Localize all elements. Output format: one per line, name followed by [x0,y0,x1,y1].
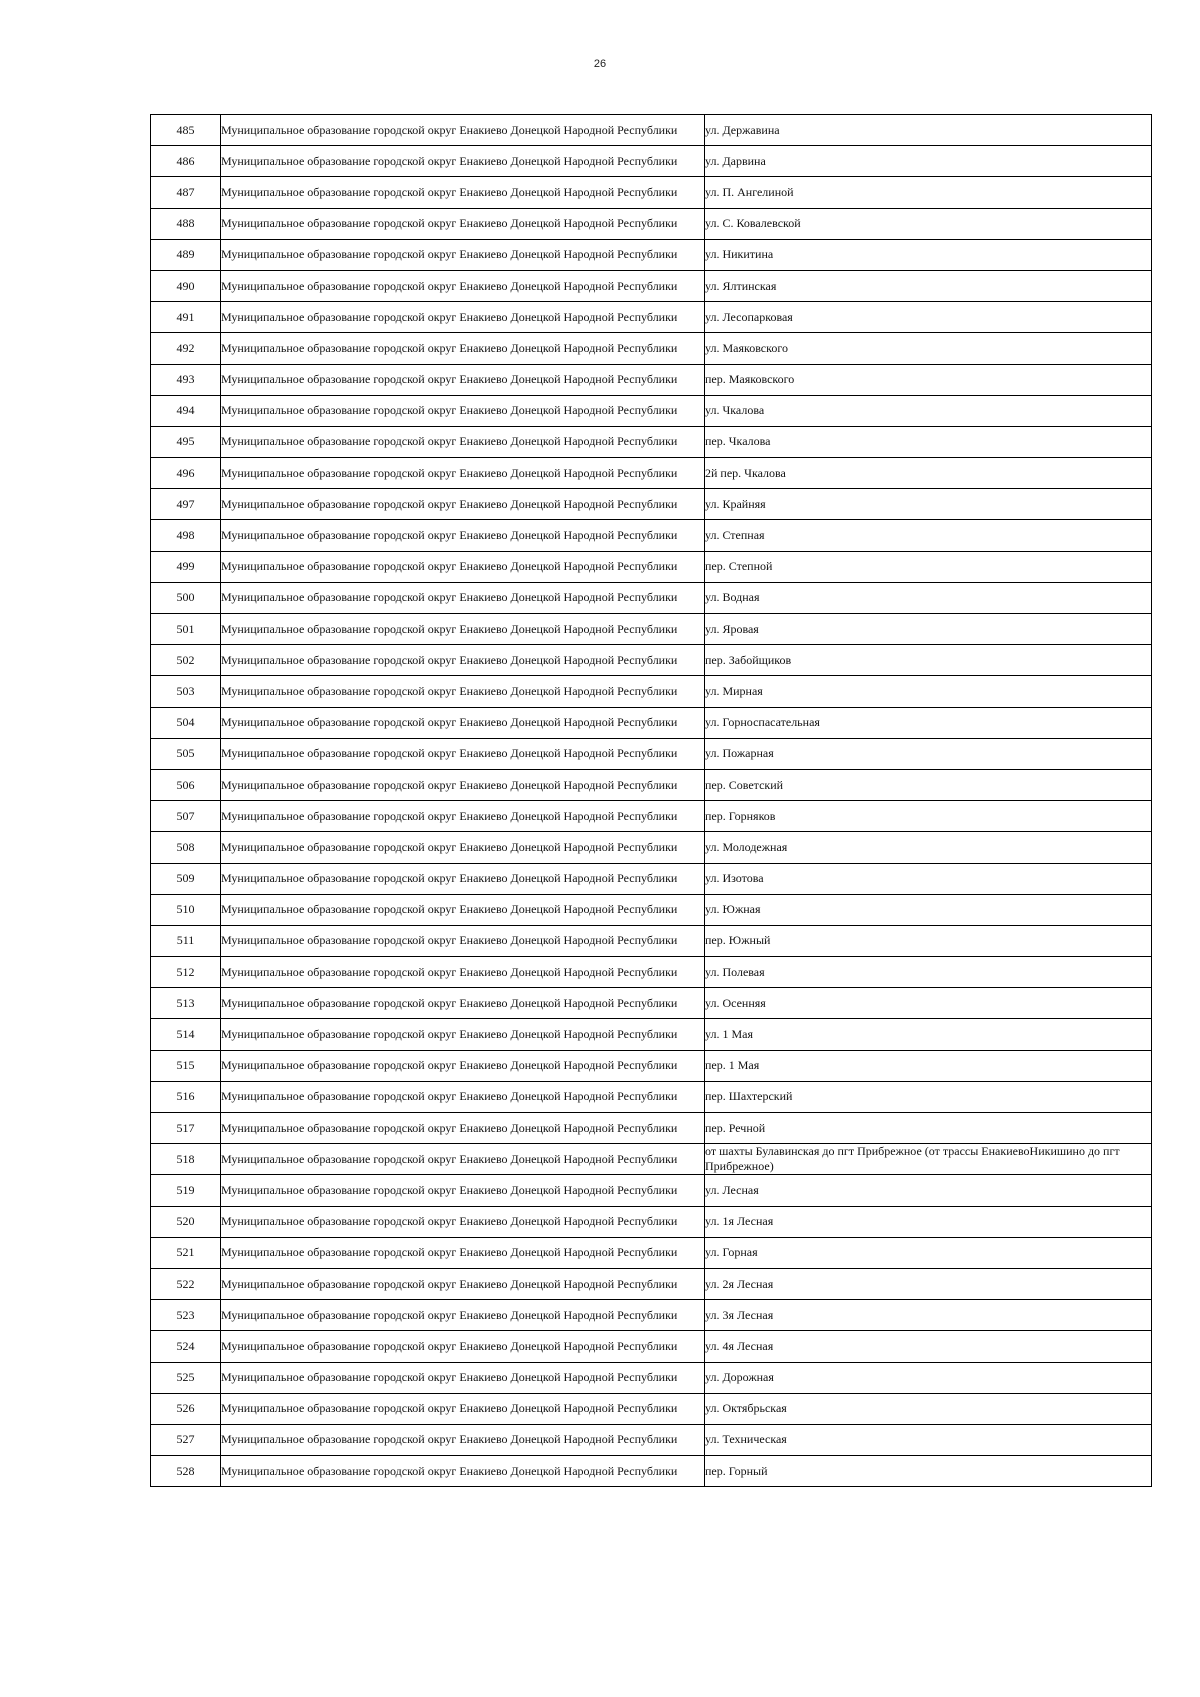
municipality-cell: Муниципальное образование городской округ Енакиево Донецкой Народной Республики [221,925,705,956]
table-row [151,582,1152,613]
table-row [151,957,1152,988]
municipality-cell: Муниципальное образование городской округ Енакиево Донецкой Народной Республики [221,1456,705,1487]
municipality-cell: Муниципальное образование городской округ Енакиево Донецкой Народной Республики [221,489,705,520]
municipality-cell: Муниципальное образование городской округ Енакиево Донецкой Народной Республики [221,1175,705,1206]
municipality-cell: Муниципальное образование городской округ Енакиево Донецкой Народной Республики [221,832,705,863]
street-cell: ул. Лесопарковая [705,302,1152,333]
municipality-cell: Муниципальное образование городской округ Енакиево Донецкой Народной Республики [221,1050,705,1081]
row-number-cell: 506 [151,769,221,800]
row-number-cell: 507 [151,801,221,832]
street-cell: ул. Горная [705,1237,1152,1268]
table-row [151,1175,1152,1206]
row-number-cell: 489 [151,239,221,270]
table-row [151,1144,1152,1175]
municipality-cell: Муниципальное образование городской округ Енакиево Донецкой Народной Республики [221,1331,705,1362]
street-cell: пер. Шахтерский [705,1081,1152,1112]
street-cell: пер. 1 Мая [705,1050,1152,1081]
municipality-cell: Муниципальное образование городской округ Енакиево Донецкой Народной Республики [221,1362,705,1393]
street-cell: ул. Осенняя [705,988,1152,1019]
municipality-cell: Муниципальное образование городской округ Енакиево Донецкой Народной Республики [221,676,705,707]
street-cell: пер. Чкалова [705,426,1152,457]
municipality-cell: Муниципальное образование городской округ Енакиево Донецкой Народной Республики [221,1113,705,1144]
table-row [151,925,1152,956]
street-cell: ул. Октябрьская [705,1393,1152,1424]
table-row [151,551,1152,582]
table-row [151,801,1152,832]
table-row [151,738,1152,769]
row-number-cell: 492 [151,333,221,364]
row-number-cell: 526 [151,1393,221,1424]
row-number-cell: 519 [151,1175,221,1206]
street-cell: ул. Полевая [705,957,1152,988]
table-row [151,1081,1152,1112]
table-row [151,1050,1152,1081]
table-row [151,676,1152,707]
municipality-cell: Муниципальное образование городской округ Енакиево Донецкой Народной Республики [221,1019,705,1050]
street-cell: ул. Техническая [705,1424,1152,1455]
row-number-cell: 509 [151,863,221,894]
street-cell: ул. 4я Лесная [705,1331,1152,1362]
table-row [151,1456,1152,1487]
municipality-cell: Муниципальное образование городской округ Енакиево Донецкой Народной Республики [221,426,705,457]
street-cell: пер. Горняков [705,801,1152,832]
street-cell: пер. Забойщиков [705,645,1152,676]
table-row [151,1019,1152,1050]
table-row [151,769,1152,800]
street-cell: пер. Маяковского [705,364,1152,395]
table-row [151,1268,1152,1299]
municipality-cell: Муниципальное образование городской округ Енакиево Донецкой Народной Республики [221,707,705,738]
street-cell: ул. Горноспасательная [705,707,1152,738]
table-row [151,894,1152,925]
row-number-cell: 523 [151,1300,221,1331]
street-cell: ул. 1 Мая [705,1019,1152,1050]
row-number-cell: 497 [151,489,221,520]
municipality-cell: Муниципальное образование городской округ Енакиево Донецкой Народной Республики [221,1144,705,1175]
municipality-cell: Муниципальное образование городской округ Енакиево Донецкой Народной Республики [221,769,705,800]
street-cell: пер. Речной [705,1113,1152,1144]
row-number-cell: 495 [151,426,221,457]
row-number-cell: 517 [151,1113,221,1144]
table-row [151,1237,1152,1268]
table-row [151,270,1152,301]
street-cell: ул. Чкалова [705,395,1152,426]
municipality-cell: Муниципальное образование городской округ Енакиево Донецкой Народной Республики [221,1237,705,1268]
street-cell: ул. 3я Лесная [705,1300,1152,1331]
table-row [151,1393,1152,1424]
table-row [151,707,1152,738]
municipality-cell: Муниципальное образование городской округ Енакиево Донецкой Народной Республики [221,1424,705,1455]
municipality-cell: Муниципальное образование городской округ Енакиево Донецкой Народной Республики [221,738,705,769]
table-row [151,333,1152,364]
row-number-cell: 511 [151,925,221,956]
table-row [151,302,1152,333]
table-row [151,645,1152,676]
street-cell: ул. С. Ковалевской [705,208,1152,239]
municipality-cell: Муниципальное образование городской округ Енакиево Донецкой Народной Республики [221,146,705,177]
table-row [151,863,1152,894]
municipality-cell: Муниципальное образование городской округ Енакиево Донецкой Народной Республики [221,645,705,676]
table-row [151,489,1152,520]
table-row [151,832,1152,863]
row-number-cell: 508 [151,832,221,863]
street-cell: ул. Молодежная [705,832,1152,863]
row-number-cell: 514 [151,1019,221,1050]
street-cell: ул. Ялтинская [705,270,1152,301]
row-number-cell: 493 [151,364,221,395]
street-cell: ул. Крайняя [705,489,1152,520]
table-row [151,395,1152,426]
street-cell: ул. П. Ангелиной [705,177,1152,208]
municipality-cell: Муниципальное образование городской округ Енакиево Донецкой Народной Республики [221,177,705,208]
street-cell: ул. Дорожная [705,1362,1152,1393]
street-cell: ул. Южная [705,894,1152,925]
municipality-cell: Муниципальное образование городской округ Енакиево Донецкой Народной Республики [221,894,705,925]
row-number-cell: 491 [151,302,221,333]
municipality-cell: Муниципальное образование городской округ Енакиево Донецкой Народной Республики [221,270,705,301]
street-cell: ул. 1я Лесная [705,1206,1152,1237]
street-cell: ул. Лесная [705,1175,1152,1206]
table-row [151,1424,1152,1455]
row-number-cell: 504 [151,707,221,738]
row-number-cell: 501 [151,614,221,645]
row-number-cell: 505 [151,738,221,769]
street-cell: ул. 2я Лесная [705,1268,1152,1299]
row-number-cell: 494 [151,395,221,426]
street-cell: ул. Изотова [705,863,1152,894]
municipality-cell: Муниципальное образование городской округ Енакиево Донецкой Народной Республики [221,957,705,988]
municipality-cell: Муниципальное образование городской округ Енакиево Донецкой Народной Республики [221,582,705,613]
row-number-cell: 499 [151,551,221,582]
street-cell: ул. Державина [705,115,1152,146]
municipality-cell: Муниципальное образование городской округ Енакиево Донецкой Народной Республики [221,1081,705,1112]
row-number-cell: 525 [151,1362,221,1393]
table-row [151,614,1152,645]
table-row [151,1300,1152,1331]
municipality-cell: Муниципальное образование городской округ Енакиево Донецкой Народной Республики [221,520,705,551]
table-row [151,1331,1152,1362]
row-number-cell: 516 [151,1081,221,1112]
row-number-cell: 524 [151,1331,221,1362]
row-number-cell: 485 [151,115,221,146]
municipality-cell: Муниципальное образование городской округ Енакиево Донецкой Народной Республики [221,302,705,333]
municipality-cell: Муниципальное образование городской округ Енакиево Донецкой Народной Республики [221,333,705,364]
street-cell: ул. Дарвина [705,146,1152,177]
row-number-cell: 500 [151,582,221,613]
municipality-cell: Муниципальное образование городской округ Енакиево Донецкой Народной Республики [221,239,705,270]
row-number-cell: 498 [151,520,221,551]
street-cell: ул. Пожарная [705,738,1152,769]
municipality-cell: Муниципальное образование городской округ Енакиево Донецкой Народной Республики [221,614,705,645]
street-cell: ул. Степная [705,520,1152,551]
table-row [151,208,1152,239]
row-number-cell: 512 [151,957,221,988]
street-cell: пер. Горный [705,1456,1152,1487]
street-registry-table [150,114,1152,1487]
row-number-cell: 515 [151,1050,221,1081]
municipality-cell: Муниципальное образование городской округ Енакиево Донецкой Народной Республики [221,1300,705,1331]
street-cell: ул. Маяковского [705,333,1152,364]
table-row [151,988,1152,1019]
row-number-cell: 510 [151,894,221,925]
municipality-cell: Муниципальное образование городской округ Енакиево Донецкой Народной Республики [221,801,705,832]
table-row [151,1113,1152,1144]
municipality-cell: Муниципальное образование городской округ Енакиево Донецкой Народной Республики [221,208,705,239]
municipality-cell: Муниципальное образование городской округ Енакиево Донецкой Народной Республики [221,1268,705,1299]
street-cell: ул. Яровая [705,614,1152,645]
row-number-cell: 528 [151,1456,221,1487]
municipality-cell: Муниципальное образование городской округ Енакиево Донецкой Народной Республики [221,395,705,426]
row-number-cell: 502 [151,645,221,676]
table-row [151,520,1152,551]
row-number-cell: 487 [151,177,221,208]
table-row [151,146,1152,177]
street-cell: ул. Никитина [705,239,1152,270]
street-cell: пер. Степной [705,551,1152,582]
row-number-cell: 522 [151,1268,221,1299]
row-number-cell: 513 [151,988,221,1019]
table-body [151,115,1152,1487]
street-cell: ул. Мирная [705,676,1152,707]
municipality-cell: Муниципальное образование городской округ Енакиево Донецкой Народной Республики [221,551,705,582]
municipality-cell: Муниципальное образование городской округ Енакиево Донецкой Народной Республики [221,988,705,1019]
municipality-cell: Муниципальное образование городской округ Енакиево Донецкой Народной Республики [221,364,705,395]
row-number-cell: 488 [151,208,221,239]
table-row [151,1362,1152,1393]
municipality-cell: Муниципальное образование городской округ Енакиево Донецкой Народной Республики [221,1206,705,1237]
street-cell: 2й пер. Чкалова [705,458,1152,489]
row-number-cell: 520 [151,1206,221,1237]
row-number-cell: 503 [151,676,221,707]
table-row [151,115,1152,146]
row-number-cell: 486 [151,146,221,177]
table-row [151,426,1152,457]
municipality-cell: Муниципальное образование городской округ Енакиево Донецкой Народной Республики [221,863,705,894]
row-number-cell: 496 [151,458,221,489]
table-row [151,1206,1152,1237]
table-row [151,458,1152,489]
row-number-cell: 527 [151,1424,221,1455]
municipality-cell: Муниципальное образование городской округ Енакиево Донецкой Народной Республики [221,115,705,146]
row-number-cell: 521 [151,1237,221,1268]
street-cell: пер. Южный [705,925,1152,956]
page-number: 26 [593,58,607,70]
street-cell: от шахты Булавинская до пгт Прибрежное (от трассы ЕнакиевоНикишино до пгт Прибрежное) [705,1144,1152,1175]
table-row [151,364,1152,395]
table-row [151,239,1152,270]
street-cell: пер. Советский [705,769,1152,800]
row-number-cell: 518 [151,1144,221,1175]
row-number-cell: 490 [151,270,221,301]
municipality-cell: Муниципальное образование городской округ Енакиево Донецкой Народной Республики [221,458,705,489]
street-cell: ул. Водная [705,582,1152,613]
table-row [151,177,1152,208]
municipality-cell: Муниципальное образование городской округ Енакиево Донецкой Народной Республики [221,1393,705,1424]
